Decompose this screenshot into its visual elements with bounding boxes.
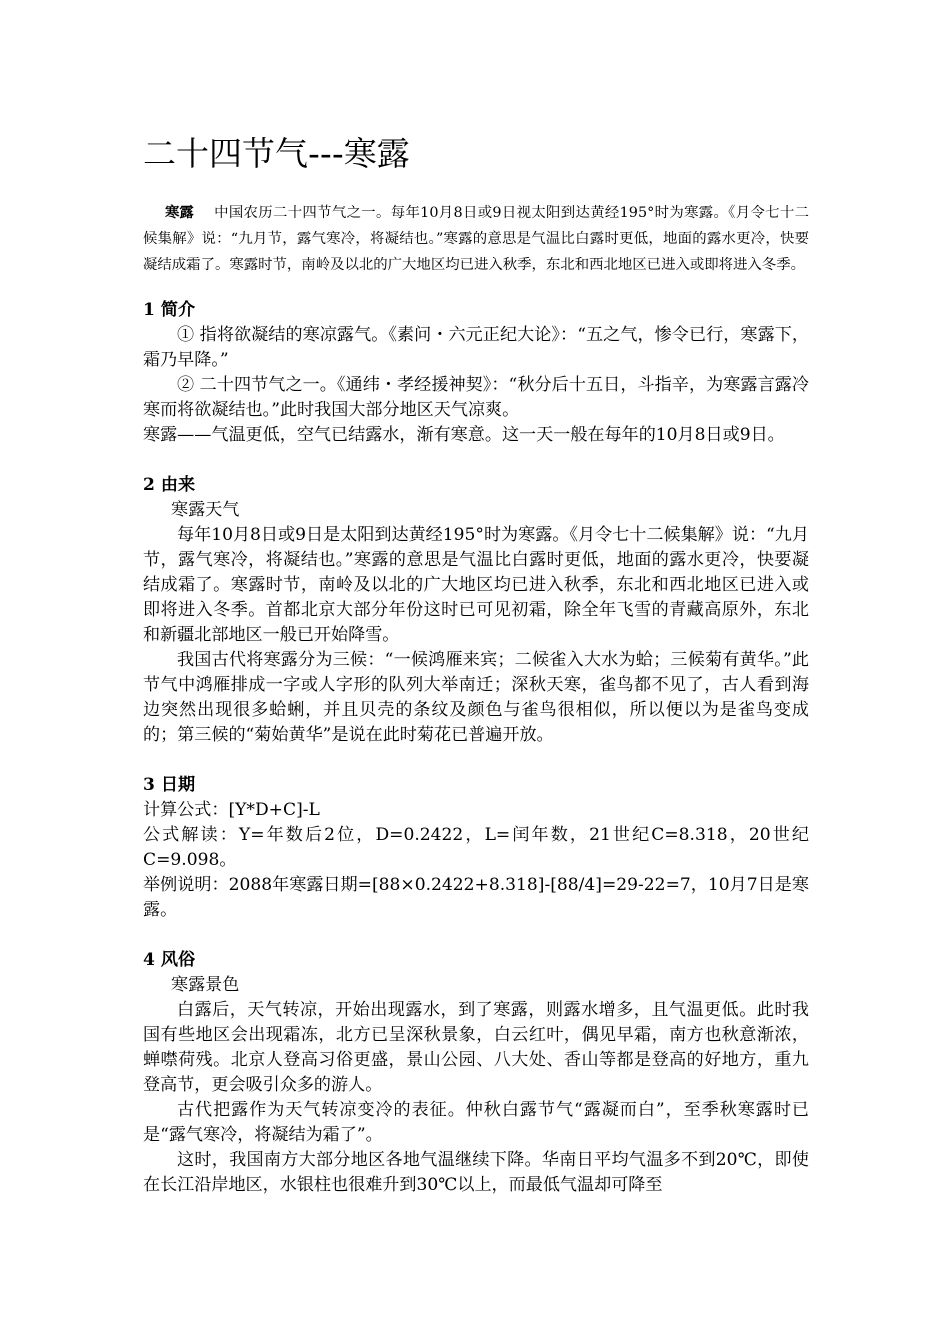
intro-text: 中国农历二十四节气之一。每年10月8日或9日视太阳到达黄经195°时为寒露。《月令七十二候集解》说：“九月节，露气寒冷，将凝结也。”寒露的意思是气温比白露时更低，地面的露水更冷，快要凝结成霜了。寒露时节，南岭及以北的广大地区均已进入秋季，东北和西北地区已进入或即将进入冬季。 xyxy=(143,205,809,273)
section-paragraph: ① 指将欲凝结的寒凉露气。《素问・六元正纪大论》：“五之气，惨令已行，寒露下，霜乃早降。” xyxy=(143,325,809,370)
page-title: 二十四节气---寒露 xyxy=(143,134,410,173)
section-spacer xyxy=(143,448,809,473)
section-subheading: 寒露景色 xyxy=(171,975,240,995)
section-paragraph: ② 二十四节气之一。《通纬・孝经援神契》：“秋分后十五日，斗指辛，为寒露言露冷寒而将欲凝结也。”此时我国大部分地区天气凉爽。 xyxy=(143,375,809,420)
section-paragraph: 我国古代将寒露分为三候：“一候鸿雁来宾；二候雀入大水为蛤；三候菊有黄华。”此节气中鸿雁排成一字或人字形的队列大举南迁；深秋天寒，雀鸟都不见了，古人看到海边突然出现很多蛤蜊，并且贝壳的条纹及颜色与雀鸟很相似，所以便以为是雀鸟变成的；第三候的“菊始黄华”是说在此时菊花已普遍开放。 xyxy=(143,650,809,745)
section-spacer xyxy=(143,923,809,948)
section-heading-origin: 2 由来 xyxy=(143,475,196,495)
section-paragraph: 每年10月8日或9日是太阳到达黄经195°时为寒露。《月令七十二候集解》说：“九月节，露气寒冷，将凝结也。”寒露的意思是气温比白露时更低，地面的露水更冷，快要凝结成霜了。寒露时节，南岭及以北的广大地区均已进入秋季，东北和西北地区已进入或即将进入冬季。首都北京大部分年份这时已可见初霜，除全年飞雪的青藏高原外，东北和新疆北部地区一般已开始降雪。 xyxy=(143,525,809,645)
intro-paragraph xyxy=(143,200,809,278)
section-paragraph: 古代把露作为天气转凉变冷的表征。仲秋白露节气“露凝而白”，至季秋寒露时已是“露气寒冷，将凝结为霜了”。 xyxy=(143,1100,809,1145)
section-heading-customs: 4 风俗 xyxy=(143,950,196,970)
intro-lead-term: 寒露 xyxy=(165,204,194,221)
formula-explanation: 公式解读：Y=年数后2位，D=0.2422，L=闰年数，21世纪C=8.318，20世纪C=9.098。 xyxy=(143,825,809,870)
section-spacer xyxy=(143,748,809,773)
section-subheading: 寒露天气 xyxy=(171,500,240,520)
section-heading-date: 3 日期 xyxy=(143,775,196,795)
formula-example: 举例说明：2088年寒露日期=[88×0.2422+8.318]-[88/4]=29-22=7，10月7日是寒露。 xyxy=(143,875,809,920)
section-paragraph: 寒露——气温更低，空气已结露水，渐有寒意。这一天一般在每年的10月8日或9日。 xyxy=(143,425,785,445)
formula-line: 计算公式：[Y*D+C]-L xyxy=(143,800,320,820)
document-body xyxy=(143,298,809,1198)
section-heading-intro: 1 简介 xyxy=(143,300,196,320)
section-paragraph: 白露后，天气转凉，开始出现露水，到了寒露，则露水增多，且气温更低。此时我国有些地区会出现霜冻，北方已呈深秋景象，白云红叶，偶见早霜，南方也秋意渐浓，蝉噤荷残。北京人登高习俗更盛，景山公园、八大处、香山等都是登高的好地方，重九登高节，更会吸引众多的游人。 xyxy=(143,1000,809,1095)
section-paragraph: 这时，我国南方大部分地区各地气温继续下降。华南日平均气温多不到20℃，即使在长江沿岸地区，水银柱也很难升到30℃以上，而最低气温却可降至 xyxy=(143,1150,809,1195)
